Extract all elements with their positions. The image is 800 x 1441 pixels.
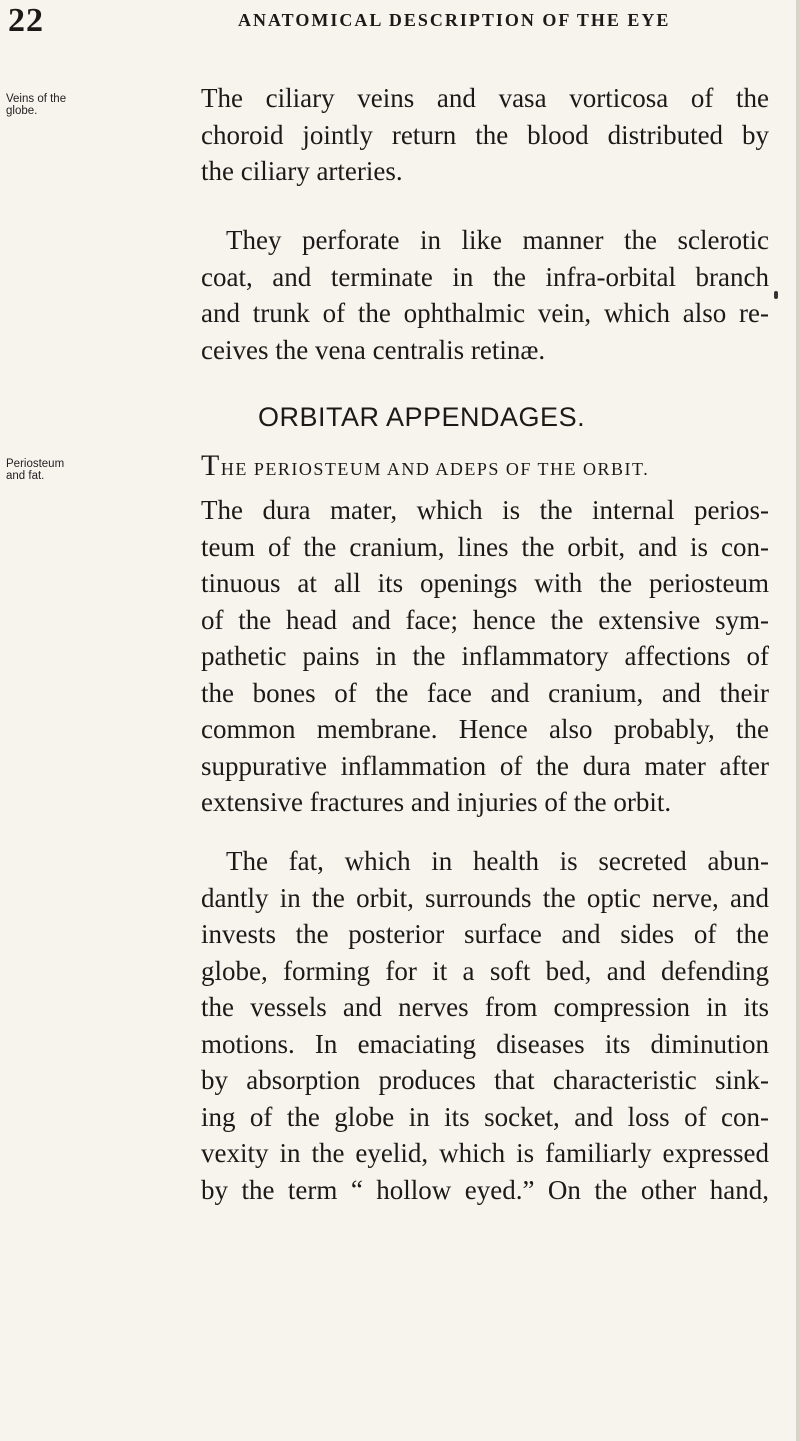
text-line: tinuous at all its openings with the periosteum [201,568,769,598]
text-line: They perforate in like manner the sclerotic [226,225,769,255]
subsection-heading [201,449,769,483]
section-heading: ORBITAR APPENDAGES. [258,402,586,432]
text-line: ing of the globe in its socket, and loss of con- [201,1101,769,1132]
margin-note-line: globe. [6,105,38,117]
ink-mark [774,291,778,299]
text-line: teum of the cranium, lines the orbit, and is con- [201,531,769,562]
text-line: the bones of the face and cranium, and their [201,677,769,708]
margin-note-line: and fat. [6,470,45,482]
margin-note-periosteum [6,458,90,482]
text-line: motions. In emaciating diseases its diminution [201,1028,769,1059]
margin-note-line: Veins of the [6,93,67,105]
text-line: The ciliary veins and vasa vorticosa of the [201,83,769,113]
text-line: of the head and face; hence the extensive sym- [201,604,769,635]
text-line: by the term “ hollow eyed.” On the other hand, [201,1174,769,1205]
text-line: The dura mater, which is the internal perios- [201,495,769,525]
subsection-heading-rest: HE PERIOSTEUM AND ADEPS OF THE ORBIT. [220,459,650,479]
text-line: the ciliary arteries. [201,156,403,186]
page-number: 22 [8,2,44,39]
page-edge [796,0,800,1441]
running-head [0,0,800,60]
text-line: common membrane. Hence also probably, the [201,714,769,744]
text-line: vexity in the eyelid, which is familiarly expressed [201,1138,769,1168]
text-line: The fat, which in health is secreted abun- [226,846,769,876]
paragraph-ciliary-veins [201,80,769,190]
text-line: coat, and terminate in the infra-orbital branch [201,261,769,292]
text-line: extensive fractures and injuries of the orbit. [201,787,672,817]
margin-note-line: Periosteum [6,458,65,470]
paragraph-fat [201,843,769,1208]
text-line: globe, forming for it a soft bed, and defending [201,955,769,986]
text-line: invests the posterior surface and sides of the [201,919,769,949]
text-line: and trunk of the ophthalmic vein, which also re- [201,298,769,328]
text-line: pathetic pains in the inflammatory affections of [201,641,769,671]
text-line: ceives the vena centralis retinæ. [201,334,546,365]
text-line: suppurative inflammation of the dura mater after [201,750,769,781]
subsection-heading-initial: T [201,449,221,482]
text-line: the vessels and nerves from compression in its [201,992,769,1022]
margin-note-veins [6,93,90,117]
text-line: dantly in the orbit, surrounds the optic nerve, and [201,882,769,913]
text-line: choroid jointly return the blood distributed by [201,119,769,150]
text-line: by absorption produces that characteristic sink- [201,1065,769,1095]
paragraph-perforate [201,222,769,368]
paragraph-dura-mater [201,492,769,821]
running-title: ANATOMICAL DESCRIPTION OF THE EYE [238,10,671,30]
